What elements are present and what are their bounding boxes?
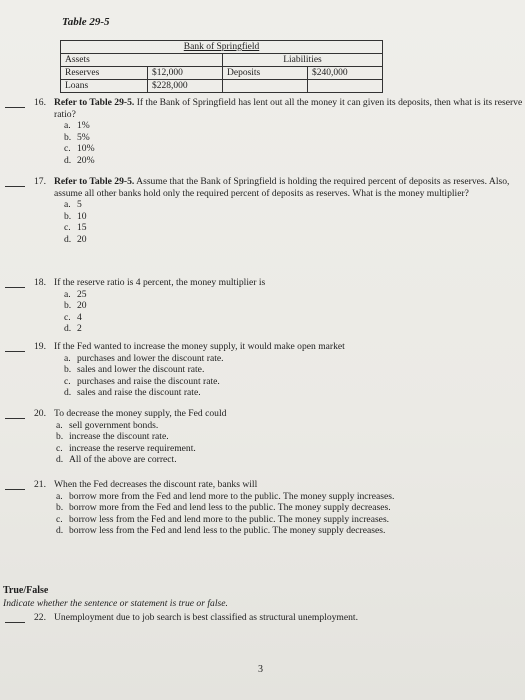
question-22 [34,612,525,624]
option-letter: d. [64,233,72,245]
option-text: 10% [77,143,95,155]
bank-balance-sheet-table [60,40,383,93]
option-letter: b. [56,431,64,443]
option-text: 20 [77,233,87,245]
question-stem [54,341,525,353]
answer-blank[interactable] [5,489,25,490]
option-letter: b. [64,131,72,143]
option-text: borrow more from the Fed and lend more to the public. The money supply increases. [69,490,395,502]
options-list [64,353,525,399]
liability-label [223,80,308,93]
question-stem [54,479,525,491]
option-text: increase the discount rate. [69,431,169,443]
answer-blank[interactable] [5,107,25,108]
option-text: sales and raise the discount rate. [77,387,201,399]
question-number: 16. [34,97,46,108]
question-text: If the Fed wanted to increase the money supply, it would make open market [54,341,345,352]
option [56,491,525,503]
question-18 [34,277,525,335]
question-16 [34,97,525,167]
question-stem [54,612,525,624]
bank-name: Bank of Springfield [61,41,383,54]
option-text: borrow less from the Fed and lend more to the public. The money supply increases. [69,513,390,525]
option-letter: a. [56,490,63,502]
option-text: 20 [77,300,87,312]
option-text: 2 [77,323,82,335]
asset-value: $228,000 [148,80,223,93]
table-subheader-row [61,54,383,67]
option-letter: a. [64,352,71,364]
option-text: 5 [77,199,82,211]
question-number: 19. [34,341,46,352]
option-text: 20% [77,154,95,166]
question-text: When the Fed decreases the discount rate, banks will [54,479,258,490]
option-text: 15 [77,222,87,234]
options-list [64,289,525,335]
option [64,376,525,388]
option-letter: c. [56,442,63,454]
question-text: Unemployment due to job search is best classified as structural unemployment. [54,612,358,623]
asset-value: $12,000 [148,67,223,80]
option [64,364,525,376]
table-title: Table 29-5 [62,16,110,28]
option-text: 4 [77,311,82,323]
option [64,120,525,132]
answer-blank[interactable] [5,351,25,352]
option [56,431,525,443]
option-letter: d. [64,323,72,335]
question-text: If the reserve ratio is 4 percent, the money multiplier is [54,277,266,288]
question-21 [34,479,525,537]
table-row [61,80,383,93]
option [64,199,525,211]
option-text: 10 [77,210,87,222]
liabilities-header: Liabilities [223,54,383,67]
option [64,323,525,335]
answer-blank[interactable] [5,186,25,187]
question-lead: Refer to Table 29-5. [54,176,135,187]
option [56,443,525,455]
option [56,525,525,537]
option-letter: b. [64,364,72,376]
option-letter: b. [64,210,72,222]
option-letter: d. [64,154,72,166]
option-text: 1% [77,120,90,132]
question-stem [54,408,525,420]
option [64,312,525,324]
option [64,353,525,365]
option-letter: d. [56,454,64,466]
option-text: borrow more from the Fed and lend less to the public. The money supply decreases. [69,502,391,514]
question-number: 22. [34,612,46,623]
options-list [56,420,525,466]
option-letter: a. [64,199,71,211]
question-19 [34,341,525,399]
liability-label: Deposits [223,67,308,80]
option-letter: d. [64,387,72,399]
question-number: 18. [34,277,46,288]
option-letter: c. [64,222,71,234]
table-row [61,67,383,80]
answer-blank[interactable] [5,418,25,419]
option-text: sales and lower the discount rate. [77,364,205,376]
true-false-instructions: Indicate whether the sentence or statement is true or false. [3,598,228,609]
answer-blank[interactable] [5,622,25,623]
option-letter: d. [56,525,64,537]
liability-value [308,80,383,93]
option-letter: a. [56,419,63,431]
option [56,420,525,432]
option-text: purchases and lower the discount rate. [77,352,224,364]
asset-label: Reserves [61,67,148,80]
options-list [64,199,525,245]
question-text: To decrease the money supply, the Fed could [54,408,227,419]
option-text: sell government bonds. [69,419,159,431]
question-number: 20. [34,408,46,419]
option [64,289,525,301]
option [64,222,525,234]
option-letter: c. [64,311,71,323]
question-stem [54,176,525,199]
liability-value: $240,000 [308,67,383,80]
option [64,387,525,399]
option [64,211,525,223]
options-list [56,491,525,537]
option [56,454,525,466]
option-text: borrow less from the Fed and lend less to the public. The money supply decreases. [69,525,386,537]
question-17 [34,176,525,246]
option-letter: a. [64,288,71,300]
option-letter: c. [56,513,63,525]
option [64,234,525,246]
answer-blank[interactable] [5,287,25,288]
option-text: 25 [77,288,87,300]
option-letter: b. [56,502,64,514]
option-letter: a. [64,120,71,132]
question-stem [54,277,525,289]
option [56,502,525,514]
option-text: increase the reserve requirement. [69,442,196,454]
question-stem [54,97,525,120]
true-false-heading: True/False [3,585,49,596]
table-header-row [61,41,383,54]
option-letter: c. [64,375,71,387]
option [56,514,525,526]
question-number: 21. [34,479,46,490]
asset-label: Loans [61,80,148,93]
option-letter: c. [64,143,71,155]
page-number: 3 [258,664,263,675]
option [64,132,525,144]
question-20 [34,408,525,466]
option-text: purchases and raise the discount rate. [77,375,220,387]
question-number: 17. [34,176,46,187]
option [64,300,525,312]
option [64,143,525,155]
option [64,155,525,167]
question-text: Assume that the Bank of Springfield is holding the required percent of deposits as reserves. Also, assume all other banks hold only the required percent of deposits as reserves. What is the money multiplier? [54,176,510,199]
option-text: All of the above are correct. [69,454,177,466]
question-text: If the Bank of Springfield has lent out all the money it can given its deposits, then what is its reserve ratio? [54,97,523,120]
options-list [64,120,525,166]
option-text: 5% [77,131,90,143]
option-letter: b. [64,300,72,312]
question-lead: Refer to Table 29-5. [54,97,135,108]
assets-header: Assets [61,54,223,67]
